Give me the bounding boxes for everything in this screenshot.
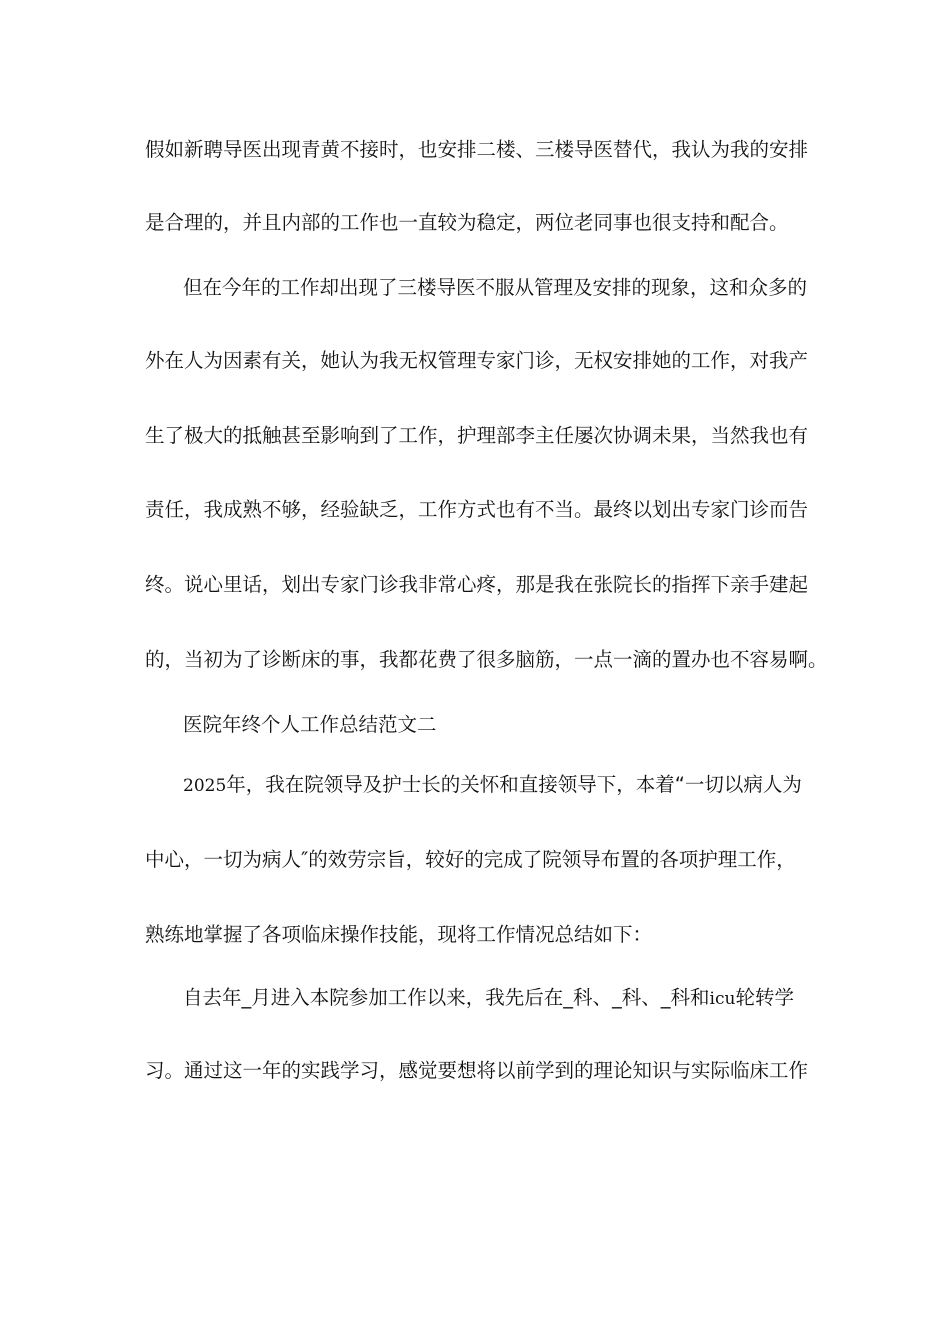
paragraph-line: 假如新聘导医出现青黄不接时，也安排二楼、三楼导医替代，我认为我的安排 [145, 138, 809, 161]
section-heading: 医院年终个人工作总结范文二 [183, 713, 437, 736]
paragraph-line-text: 自去年_月进入本院参加工作以来，我先后在_科、_科、_科和 [183, 986, 710, 1009]
paragraph-line: 中心，一切为病人″的效劳宗旨，较好的完成了院领导布置的各项护理工作， [145, 848, 796, 871]
icu-text: icu [709, 989, 736, 1009]
paragraph-line: 终。说心里话，划出专家门诊我非常心疼，那是我在张院长的指挥下亲手建起 [145, 573, 809, 596]
paragraph-line: 熟练地掌握了各项临床操作技能，现将工作情况总结如下： [145, 923, 653, 946]
paragraph-line: 但在今年的工作却出现了三楼导医不服从管理及安排的现象，这和众多的 [183, 276, 808, 299]
paragraph-line: 外在人为因素有关，她认为我无权管理专家门诊，无权安排她的工作，对我产 [145, 349, 809, 372]
paragraph-line [183, 772, 810, 799]
paragraph-line-text: 轮转学 [735, 986, 794, 1009]
paragraph-line: 责任，我成熟不够，经验缺乏，工作方式也有不当。最终以划出专家门诊而告 [145, 498, 809, 521]
paragraph-line: 的，当初为了诊断床的事，我都花费了很多脑筋，一点一滴的置办也不容易啊。 [145, 648, 828, 671]
paragraph-line: 是合理的，并且内部的工作也一直较为稳定，两位老同事也很支持和配合。 [145, 211, 789, 234]
paragraph-line [183, 985, 810, 1012]
paragraph-line: 生了极大的抵触甚至影响到了工作，护理部李主任屡次协调未果，当然我也有 [145, 424, 809, 447]
paragraph-line-text: 年，我在院领导及护士长的关怀和直接领导下，本着“一切以病人为 [226, 773, 802, 796]
paragraph-line: 习。通过这一年的实践学习，感觉要想将以前学到的理论知识与实际临床工作 [145, 1059, 809, 1082]
year-number: 2025 [183, 776, 227, 796]
